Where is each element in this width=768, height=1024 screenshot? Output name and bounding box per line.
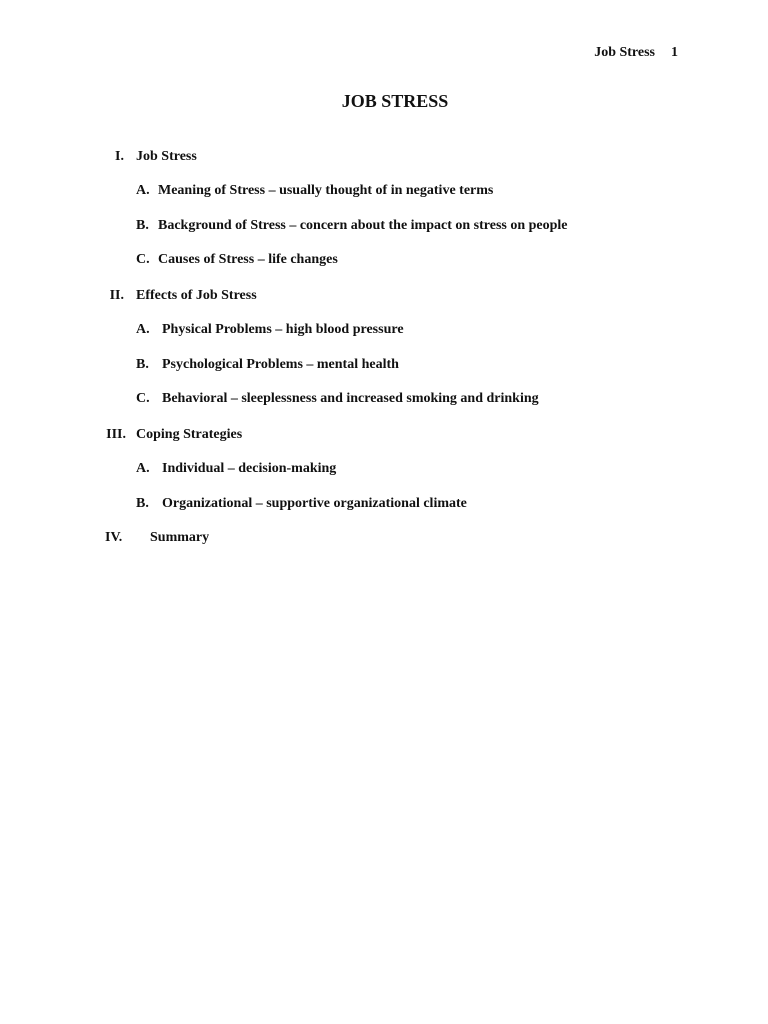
- section-heading: Job Stress: [136, 149, 197, 164]
- outline-item: [136, 182, 493, 200]
- item-text: Physical Problems – high blood pressure: [162, 322, 404, 337]
- running-head: [594, 45, 678, 61]
- item-letter: B.: [136, 357, 149, 372]
- running-title: Job Stress: [594, 45, 655, 60]
- section-numeral: II.: [109, 288, 124, 303]
- item-letter: B.: [136, 496, 149, 511]
- item-letter: A.: [136, 183, 150, 198]
- item-text: Organizational – supportive organizational climate: [162, 496, 467, 511]
- item-text: Psychological Problems – mental health: [162, 357, 399, 372]
- item-text: Individual – decision-making: [162, 461, 337, 476]
- section-numeral: I.: [115, 149, 124, 164]
- outline-item: [136, 495, 467, 513]
- item-text: Causes of Stress – life changes: [158, 252, 338, 267]
- outline-item: [136, 217, 568, 235]
- outline-item: [136, 390, 539, 408]
- outline-item: [136, 460, 336, 478]
- outline-item: [136, 251, 338, 269]
- item-text: Meaning of Stress – usually thought of in negative terms: [158, 183, 494, 198]
- item-letter: A.: [136, 322, 150, 337]
- outline-item: [136, 321, 404, 339]
- section-numeral: IV.: [105, 530, 123, 545]
- outline-item: [136, 356, 399, 374]
- page-title: JOB STRESS: [341, 91, 449, 111]
- item-text: Background of Stress – concern about the impact on stress on people: [158, 218, 568, 233]
- item-letter: C.: [136, 391, 150, 406]
- page-number: 1: [671, 45, 678, 60]
- section-heading: Coping Strategies: [136, 427, 243, 442]
- item-letter: A.: [136, 461, 150, 476]
- item-letter: B.: [136, 218, 149, 233]
- section-heading: Summary: [150, 530, 210, 545]
- item-letter: C.: [136, 252, 150, 267]
- section-heading: Effects of Job Stress: [136, 288, 257, 303]
- section-numeral: III.: [106, 427, 126, 442]
- item-text: Behavioral – sleeplessness and increased smoking and drinking: [162, 391, 539, 406]
